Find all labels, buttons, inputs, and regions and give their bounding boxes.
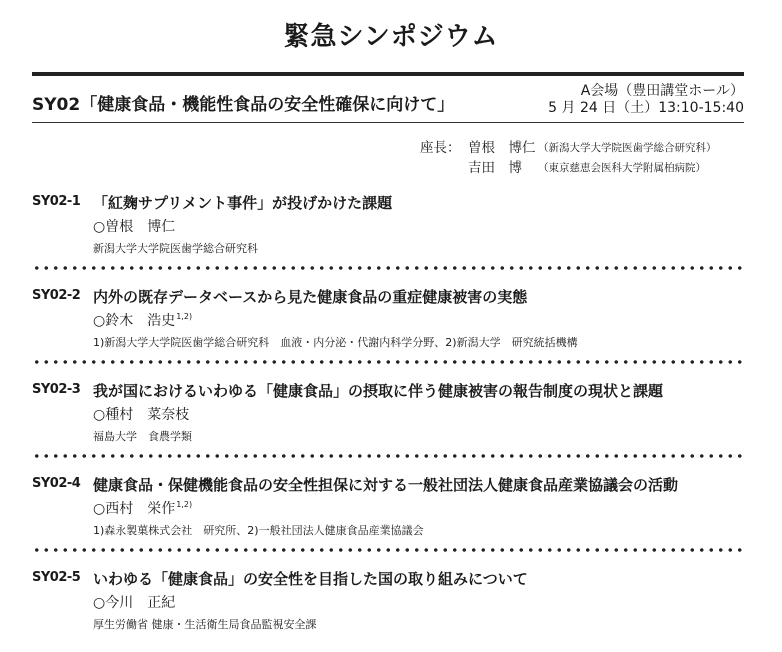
talk-speaker	[93, 404, 190, 424]
dotted-separator	[32, 360, 744, 364]
speaker-name: ○西村 栄作	[93, 501, 176, 517]
talk-id: SY02-4	[32, 476, 81, 491]
dotted-separator	[32, 454, 744, 458]
talk-title: 我が国におけるいわゆる「健康食品」の摂取に伴う健康被害の報告制度の現状と課題	[93, 382, 664, 400]
talk-id: SY02-5	[32, 570, 81, 585]
session-venue-block	[548, 83, 744, 117]
speaker-name: ○今川 正紀	[93, 595, 176, 611]
talk-title: 「紅麹サプリメント事件」が投げかけた課題	[93, 194, 393, 212]
chair-name: 曽根 博仁	[468, 140, 536, 156]
talk-title: いわゆる「健康食品」の安全性を目指した国の取り組みについて	[93, 570, 528, 588]
talk-id: SY02-3	[32, 382, 81, 397]
session-datetime: 5 月 24 日（土）13:10-15:40	[548, 100, 744, 116]
speaker-name: ○種村 菜奈枝	[93, 407, 190, 423]
chair-row	[420, 158, 717, 178]
header-rule-thin	[32, 122, 744, 123]
speaker-affiliation-marker: 1,2)	[176, 500, 193, 509]
talk-affiliation: 1)新潟大学大学院医歯学総合研究科 血液・内分泌・代謝内科学分野、2)新潟大学 研究統括機構	[93, 336, 578, 349]
speaker-name: ○鈴木 浩史	[93, 313, 176, 329]
page-title: 緊急シンポジウム	[283, 22, 499, 52]
talk-affiliation: 1)森永製菓株式会社 研究所、2)一般社団法人健康食品産業協議会	[93, 524, 424, 537]
chair-affiliation: （東京慈恵会医科大学附属柏病院）	[538, 162, 706, 174]
chairs-block	[420, 138, 717, 178]
talk-title: 健康食品・保健機能食品の安全性担保に対する一般社団法人健康食品産業協議会の活動	[93, 476, 679, 494]
talk-speaker	[93, 498, 192, 518]
talk-speaker	[93, 592, 176, 612]
chair-name: 吉田 博	[468, 160, 522, 176]
talk-speaker	[93, 216, 176, 236]
chair-prefix	[420, 158, 468, 178]
talk-id: SY02-1	[32, 194, 81, 209]
talk-affiliation: 福島大学 食農学類	[93, 430, 192, 443]
speaker-name: ○曽根 博仁	[93, 219, 176, 235]
session-venue: A会場（豊田講堂ホール）	[580, 83, 744, 99]
session-title: SY02「健康食品・機能性食品の安全性確保に向けて」	[32, 95, 455, 115]
header-rule-thick	[32, 72, 744, 76]
talk-speaker	[93, 310, 192, 330]
chair-row	[420, 138, 717, 158]
talk-affiliation: 新潟大学大学院医歯学総合研究科	[93, 242, 258, 255]
speaker-affiliation-marker: 1,2)	[176, 312, 193, 321]
talk-title: 内外の既存データベースから見た健康食品の重症健康被害の実態	[93, 288, 528, 306]
talk-id: SY02-2	[32, 288, 81, 303]
chair-affiliation: （新潟大学大学院医歯学総合研究科）	[538, 142, 717, 154]
dotted-separator	[32, 548, 744, 552]
chair-prefix: 座長：	[420, 140, 461, 156]
talk-affiliation: 厚生労働省 健康・生活衛生局食品監視安全課	[93, 618, 317, 631]
dotted-separator	[32, 266, 744, 270]
